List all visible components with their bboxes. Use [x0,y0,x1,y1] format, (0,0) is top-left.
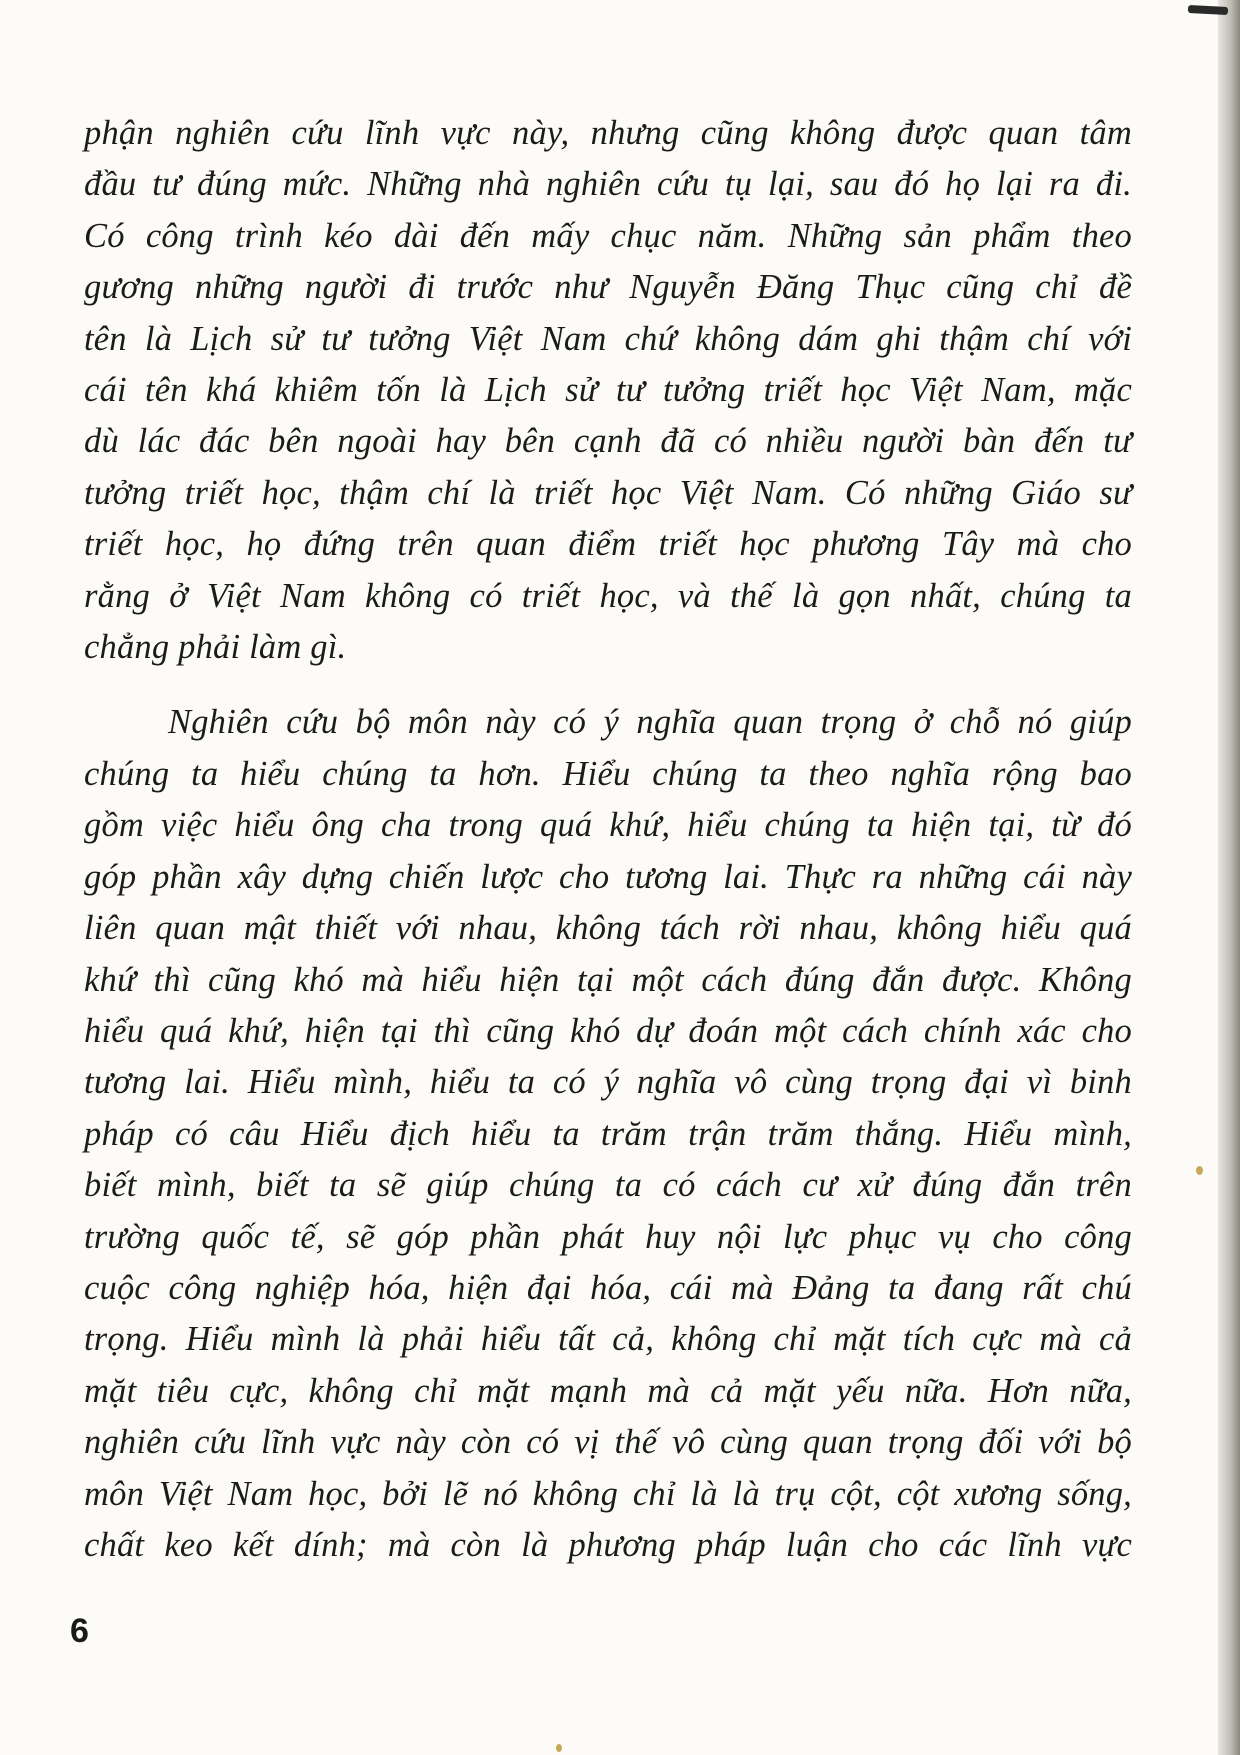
text-line: góp phần xây dựng chiến lược cho tương lai. Thực ra những cái này [84,857,1132,896]
text-line: triết học, họ đứng trên quan điểm triết học phương Tây mà cho [84,525,1132,564]
text-line: chẳng phải làm gì. [84,628,347,667]
text-line: phận nghiên cứu lĩnh vực này, nhưng cũng không được quan tâm [84,114,1132,152]
text-line: chất keo kết dính; mà còn là phương pháp luận cho các lĩnh vực [84,1525,1132,1564]
text-line: dù lác đác bên ngoài hay bên cạnh đã có nhiều người bàn đến tư [84,422,1132,461]
text-line: tưởng triết học, thậm chí là triết học Việt Nam. Có những Giáo sư [84,473,1132,512]
text-line: pháp có câu Hiểu địch hiểu ta trăm trận trăm thắng. Hiểu mình, [84,1114,1132,1153]
paper-speck [556,1744,562,1752]
page-edge-shadow [1218,0,1240,1755]
text-line: biết mình, biết ta sẽ giúp chúng ta có cách cư xử đúng đắn trên [84,1166,1132,1205]
text-line: khứ thì cũng khó mà hiểu hiện tại một cách đúng đắn được. Không [84,960,1132,999]
paper-speck [1196,1166,1203,1175]
page-number: 6 [70,1612,89,1650]
text-line: cái tên khá khiêm tốn là Lịch sử tư tưởng triết học Việt Nam, mặc [84,371,1132,410]
text-line: trường quốc tế, sẽ góp phần phát huy nội lực phục vụ cho công [84,1217,1132,1256]
text-line: mặt tiêu cực, không chỉ mặt mạnh mà cả mặt yếu nữa. Hơn nữa, [84,1371,1132,1410]
text-line: gồm việc hiểu ông cha trong quá khứ, hiểu chúng ta hiện tại, từ đó [84,806,1132,845]
text-line: cuộc công nghiệp hóa, hiện đại hóa, cái mà Đảng ta đang rất chú [84,1268,1132,1307]
text-line: trọng. Hiểu mình là phải hiểu tất cả, không chỉ mặt tích cực mà cả [84,1320,1132,1359]
text-line: Nghiên cứu bộ môn này có ý nghĩa quan trọng ở chỗ nó giúp [168,703,1132,742]
text-line: đầu tư đúng mức. Những nhà nghiên cứu tụ lại, sau đó họ lại ra đi. [84,165,1132,204]
text-line: Có công trình kéo dài đến mấy chục năm. Những sản phẩm theo [84,216,1132,255]
paragraph-1 [84,108,1132,673]
text-line: tên là Lịch sử tư tưởng Việt Nam chứ không dám ghi thậm chí với [84,319,1132,358]
text-line: chúng ta hiểu chúng ta hơn. Hiểu chúng ta theo nghĩa rộng bao [84,754,1132,793]
scan-corner-mark [1188,5,1228,15]
text-line: hiểu quá khứ, hiện tại thì cũng khó dự đoán một cách chính xác cho [84,1011,1132,1050]
text-line: liên quan mật thiết với nhau, không tách rời nhau, không hiểu quá [84,909,1132,948]
text-line: gương những người đi trước như Nguyễn Đăng Thục cũng chỉ đề [84,268,1132,307]
text-line: rằng ở Việt Nam không có triết học, và thế là gọn nhất, chúng ta [84,576,1132,615]
paragraph-2 [84,697,1132,1571]
text-line: môn Việt Nam học, bởi lẽ nó không chỉ là là trụ cột, cột xương sống, [84,1474,1132,1513]
body-text [84,108,1132,1571]
text-line: nghiên cứu lĩnh vực này còn có vị thế vô cùng quan trọng đối với bộ [84,1423,1132,1462]
text-line: tương lai. Hiểu mình, hiểu ta có ý nghĩa vô cùng trọng đại vì binh [84,1063,1132,1102]
